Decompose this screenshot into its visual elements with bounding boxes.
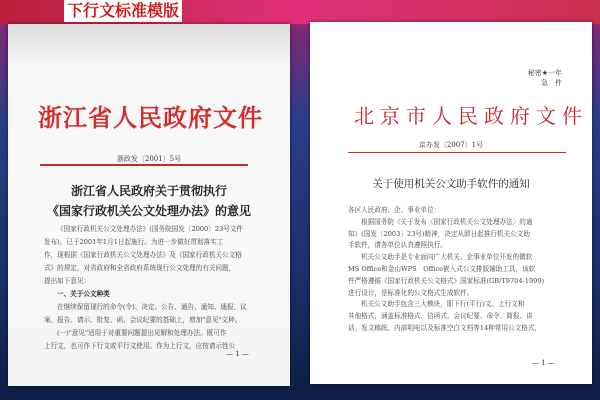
document-header: 北京市人民政府文件 (354, 104, 588, 128)
doc-number: 浙政发〔2001〕5号 (116, 155, 182, 163)
doc-number: 京办发〔2007〕1号 (418, 141, 484, 149)
secret-level: 秘密★一年 (527, 69, 562, 77)
doc-body (44, 223, 247, 353)
body-line: 案、报告、请示、批复、函、会议纪要的基础上，增加"意见"文种。 (44, 316, 242, 324)
body-line: 其他格式，涵盖标准格式、信函式、会议纪要、命令、简报、讲 (348, 312, 533, 321)
body-line: (一)"意见"适用于对重要问题提出见解和处理办法。既可作 (57, 329, 227, 337)
body-line: 上行文，也可作下行文或平行文使用。作为上行文，应按请示性公 (44, 342, 236, 350)
body-line: 机关公文助手是专业面向广大机关、企事业单位开发的微软 (361, 253, 533, 262)
body-line: 提出如下意见： (44, 277, 91, 285)
template-label: 下行文标准模版 (64, 0, 182, 22)
doc-title: 关于使用机关公文助手软件的通知 (372, 178, 530, 190)
body-line: MS Office和金山WPS Office嵌入式公文排版辅助工具，该软 (348, 264, 536, 273)
page-number: — 1 — (226, 350, 249, 358)
body-line: 作，现根据《国家行政机关公文处理办法》及《国家行政机关公文格 (44, 251, 242, 259)
section-heading: 一、关于公文种类 (57, 290, 110, 298)
body-line: 在继续保留现行的命令(令)、决定、公告、通告、通知、通报、议 (57, 303, 247, 311)
doc-title-line-1: 浙江省人民政府关于贯彻执行 (70, 184, 227, 198)
doc-body (348, 205, 544, 335)
body-line: 根据国务院《关于发布〈国家行政机关公文处理办法〉的通 (361, 217, 533, 226)
body-line: 件严格遵循《国家行政机关公文格式》国家标准(GB/T9704-1999) (348, 276, 545, 285)
body-line: 式》的规定，对省政府和全省政府系统现行公文处理的有关问题， (44, 264, 236, 272)
body-line: 知》(国发〔2003〕23号)精神，决定从即日起推行机关公文助 (348, 229, 530, 238)
document-header: 浙江省人民政府文件 (38, 103, 263, 132)
red-rule (40, 164, 248, 166)
body-line: 《国家行政机关公文处理办法》(国务院国发〔2000〕23号文件 (57, 225, 243, 233)
body-line: 机关公文助手包含三大模块，即下行(平行)文、上行文和 (361, 300, 525, 309)
page-number: — 1 — (532, 359, 555, 367)
red-rule (348, 152, 566, 153)
body-line: 发布)，已于2001年1月1日起施行。为进一步做好贯彻落实工 (44, 238, 224, 246)
body-line: 话、发文稿纸、内部明电以及标准空白文档等14种常用公文格式， (348, 323, 542, 332)
urgency: 急 件 (541, 79, 562, 87)
doc-title-line-2: 《国家行政机关公文处理办法》的意见 (46, 204, 251, 218)
body-line: 进行设计，是标准化的公文格式生成软件。 (348, 288, 474, 297)
salutation: 各区人民政府、企、事业单位： (348, 206, 441, 214)
body-line: 手软件，请各单位认真遵照执行。 (348, 241, 447, 250)
zhejiang-document (8, 24, 290, 386)
beijing-document (310, 22, 592, 384)
